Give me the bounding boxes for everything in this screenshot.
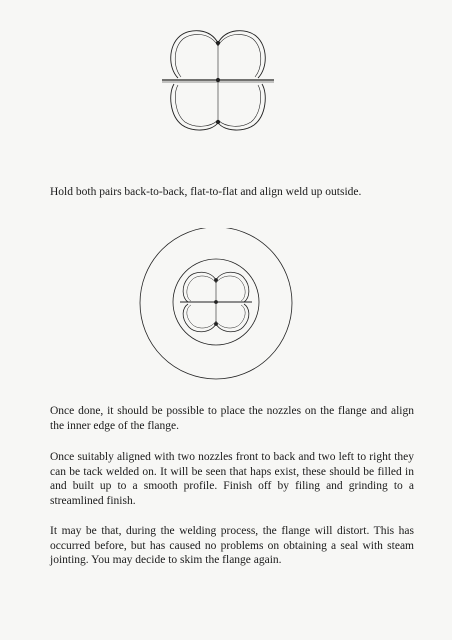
weld-point-bottom bbox=[215, 323, 218, 326]
flange-nozzle-diagram bbox=[136, 228, 296, 388]
weld-point-bottom bbox=[216, 120, 219, 123]
paragraph-tack-welding: Once suitably aligned with two nozzles front to back and two left to right they can be tack welded on. It will be seen that haps exist, these should be filled in and built up to a smooth profile. Finish off by filing and grinding to a streamlined finish. bbox=[50, 451, 414, 507]
weld-point-top bbox=[215, 279, 218, 282]
nozzle-pairs-diagram bbox=[150, 22, 286, 134]
figure-caption: Hold both pairs back-to-back, flat-to-flat and align weld up outside. bbox=[50, 186, 362, 198]
weld-point-centre bbox=[216, 78, 219, 81]
weld-point-centre bbox=[215, 301, 218, 304]
paragraph-placement: Once done, it should be possible to place the nozzles on the flange and align the inner edge of the flange. bbox=[50, 405, 414, 432]
paragraph-distortion: It may be that, during the welding process, the flange will distort. This has occurred before, but has caused no problems on obtaining a seal with steam jointing. You may decide to skim the flange again. bbox=[50, 525, 414, 566]
weld-point-top bbox=[216, 41, 219, 44]
